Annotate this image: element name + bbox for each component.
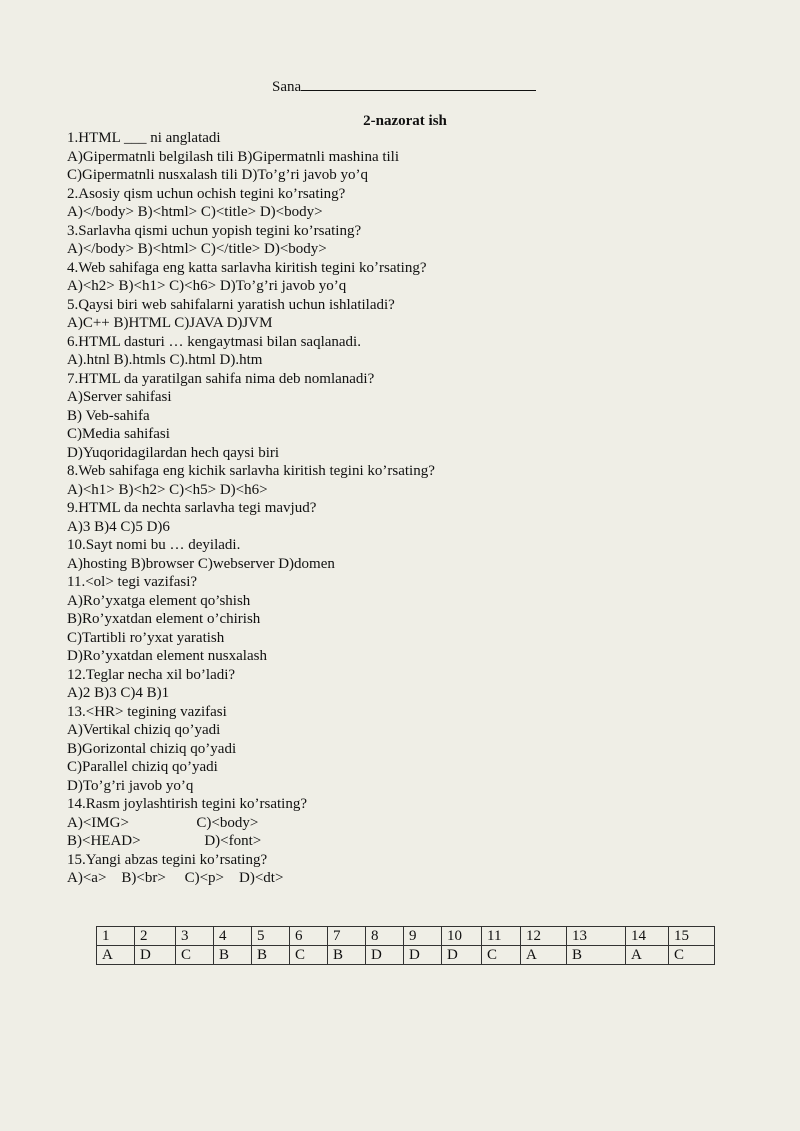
- document-line: A)Gipermatnli belgilash tili B)Gipermatnli mashina tili: [67, 148, 400, 165]
- answer-key-answer-cell: D: [135, 946, 176, 965]
- document-line: A)<IMG> C)<body>: [67, 814, 259, 831]
- document-line: C)Parallel chiziq qo’yadi: [67, 759, 218, 775]
- answer-key-answer-cell: C: [669, 946, 715, 965]
- answer-key-answer-cell: B: [567, 946, 626, 965]
- answer-key-answer-cell: B: [328, 946, 366, 965]
- document-line: C)Tartibli ro’yxat yaratish: [67, 629, 225, 646]
- answer-key-number-cell: 3: [176, 927, 214, 946]
- document-line: A)C++ B)HTML C)JAVA D)JVM: [67, 315, 273, 331]
- document-line: 1.HTML ___ ni anglatadi: [67, 130, 221, 146]
- answer-key-number-cell: 13: [567, 927, 626, 946]
- document-line: A)hosting B)browser C)webserver D)domen: [67, 555, 335, 572]
- document-line: 9.HTML da nechta sarlavha tegi mavjud?: [67, 500, 317, 516]
- document-line: A)Server sahifasi: [67, 389, 172, 405]
- answer-key-table: [96, 926, 715, 965]
- answer-key-answer-cell: A: [521, 946, 567, 965]
- date-field: [272, 76, 536, 97]
- document-line: C)Media sahifasi: [67, 426, 170, 442]
- answer-key-answer-cell: C: [482, 946, 521, 965]
- answer-key-answer-cell: C: [176, 946, 214, 965]
- document-line: A)3 B)4 C)5 D)6: [67, 518, 170, 535]
- document-line: 6.HTML dasturi … kengaytmasi bilan saqlanadi.: [67, 333, 361, 350]
- document-line: A)<h2> B)<h1> C)<h6> D)To’g’ri javob yo’q: [67, 278, 347, 294]
- document-line: A).htnl B).htmls C).html D).htm: [67, 352, 263, 368]
- document-line: B)<HEAD> D)<font>: [67, 833, 262, 849]
- document-line: 15.Yangi abzas tegini ko’rsating?: [67, 851, 268, 868]
- document-line: 11.<ol> tegi vazifasi?: [67, 574, 198, 590]
- document-line: 3.Sarlavha qismi uchun yopish tegini ko’rsating?: [67, 222, 362, 239]
- answer-key-number-cell: 14: [626, 927, 669, 946]
- document-line: D)Ro’yxatdan element nusxalash: [67, 648, 267, 664]
- document-line: A)<a> B)<br> C)<p> D)<dt>: [67, 870, 284, 886]
- document-line: D)To’g’ri javob yo’q: [67, 777, 194, 794]
- document-line: A)</body> B)<html> C)</title> D)<body>: [67, 241, 327, 257]
- document-line: 5.Qaysi biri web sahifalarni yaratish uchun ishlatiladi?: [67, 296, 395, 313]
- document-line: 13.<HR> tegining vazifasi: [67, 703, 227, 720]
- answer-key-number-cell: 5: [252, 927, 290, 946]
- document-line: A)<h1> B)<h2> C)<h5> D)<h6>: [67, 481, 268, 498]
- answer-key-number-cell: 15: [669, 927, 715, 946]
- document-line: 14.Rasm joylashtirish tegini ko’rsating?: [67, 796, 307, 812]
- answer-key-number-cell: 9: [404, 927, 442, 946]
- page-title: 2-nazorat ish: [363, 113, 447, 129]
- answer-key-number-cell: 1: [97, 927, 135, 946]
- document-line: C)Gipermatnli nusxalash tili D)To’g’ri javob yo’q: [67, 167, 368, 183]
- answer-key-answer-cell: B: [214, 946, 252, 965]
- answer-key-answer-cell: D: [404, 946, 442, 965]
- document-line: D)Yuqoridagilardan hech qaysi biri: [67, 444, 280, 461]
- document-line: 12.Teglar necha xil bo’ladi?: [67, 666, 236, 683]
- document-line: A)2 B)3 C)4 B)1: [67, 685, 170, 701]
- answer-key-number-cell: 12: [521, 927, 567, 946]
- document-line: 10.Sayt nomi bu … deyiladi.: [67, 537, 241, 553]
- document-line: B)Gorizontal chiziq qo’yadi: [67, 740, 237, 757]
- answer-key-answer-cell: D: [442, 946, 482, 965]
- answer-key-number-cell: 8: [366, 927, 404, 946]
- document-line: B)Ro’yxatdan element o’chirish: [67, 611, 261, 627]
- document-line: 2.Asosiy qism uchun ochish tegini ko’rsating?: [67, 185, 346, 202]
- document-line: A)</body> B)<html> C)<title> D)<body>: [67, 204, 323, 220]
- answer-key-answer-cell: D: [366, 946, 404, 965]
- date-blank-line: [301, 76, 536, 91]
- document-line: A)Ro’yxatga element qo’shish: [67, 592, 251, 609]
- answer-key-number-cell: 10: [442, 927, 482, 946]
- answer-key-number-row: [97, 927, 715, 946]
- answer-key-answer-row: [97, 946, 715, 965]
- document-line: 8.Web sahifaga eng kichik sarlavha kiritish tegini ko’rsating?: [67, 463, 435, 479]
- answer-key-number-cell: 4: [214, 927, 252, 946]
- document-line: A)Vertikal chiziq qo’yadi: [67, 722, 221, 738]
- answer-key-answer-cell: B: [252, 946, 290, 965]
- answer-key-number-cell: 7: [328, 927, 366, 946]
- answer-key-answer-cell: C: [290, 946, 328, 965]
- document-line: 7.HTML da yaratilgan sahifa nima deb nomlanadi?: [67, 370, 375, 387]
- answer-key-number-cell: 2: [135, 927, 176, 946]
- question-list: [67, 129, 767, 888]
- document-line: B) Veb-sahifa: [67, 407, 150, 424]
- answer-key-answer-cell: A: [97, 946, 135, 965]
- date-label: Sana: [272, 79, 302, 95]
- answer-key-number-cell: 6: [290, 927, 328, 946]
- answer-key-number-cell: 11: [482, 927, 521, 946]
- answer-key-answer-cell: A: [626, 946, 669, 965]
- document-line: 4.Web sahifaga eng katta sarlavha kiritish tegini koʼrsating?: [67, 259, 427, 276]
